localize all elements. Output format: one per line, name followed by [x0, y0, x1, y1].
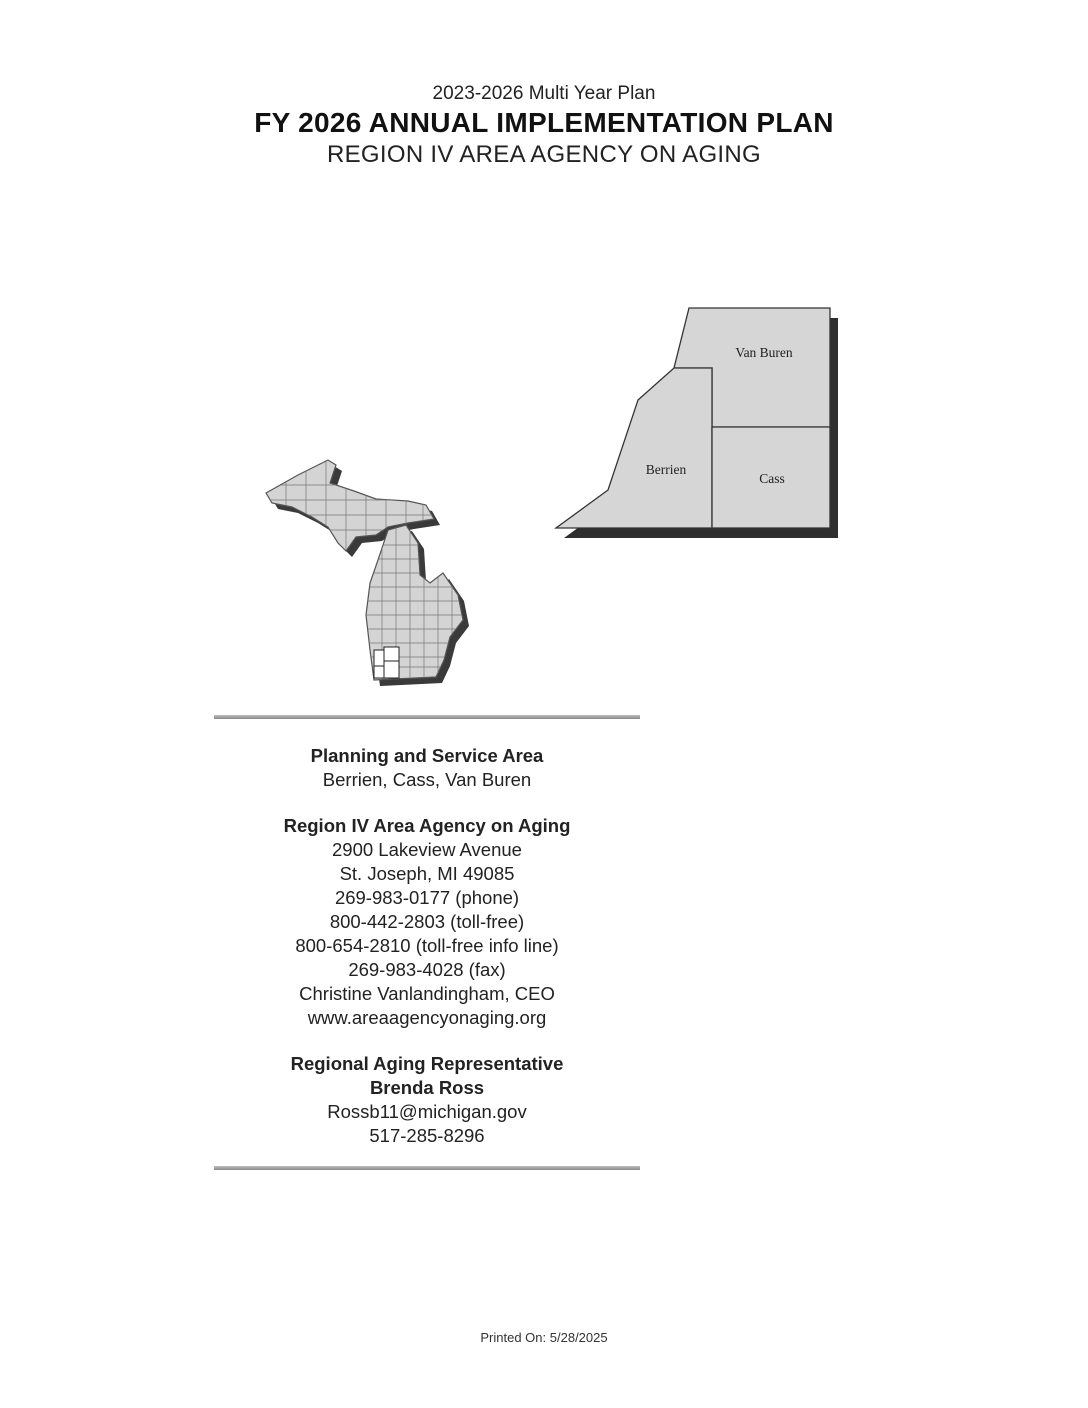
agency-city: St. Joseph, MI 49085	[339, 863, 515, 884]
berrien-county	[556, 368, 712, 528]
plan-subtitle: 2023-2026 Multi Year Plan	[432, 83, 656, 104]
region-iv-map	[548, 300, 868, 550]
divider-bottom	[214, 1166, 640, 1170]
agency-region-title: REGION IV AREA AGENCY ON AGING	[326, 141, 761, 168]
agency-ceo: Christine Vanlandingham, CEO	[299, 983, 555, 1004]
agency-website: www.areaagencyonaging.org	[307, 1007, 547, 1028]
contact-info	[214, 744, 640, 1148]
agency-name: Region IV Area Agency on Aging	[283, 815, 571, 836]
planning-counties: Berrien, Cass, Van Buren	[322, 769, 532, 790]
plan-title: FY 2026 ANNUAL IMPLEMENTATION PLAN	[254, 107, 834, 138]
michigan-map	[258, 455, 483, 695]
representative-heading: Regional Aging Representative	[290, 1053, 564, 1074]
agency-address: 2900 Lakeview Avenue	[332, 839, 522, 860]
van-buren-label: Van Buren	[735, 345, 793, 360]
agency-fax: 269-983-4028 (fax)	[348, 959, 506, 980]
representative-phone: 517-285-8296	[369, 1125, 485, 1146]
representative-email: Rossb11@michigan.gov	[327, 1101, 527, 1122]
agency-toll-free: 800-442-2803 (toll-free)	[329, 911, 525, 932]
cass-label: Cass	[759, 471, 785, 486]
planning-heading: Planning and Service Area	[310, 745, 544, 766]
representative-name: Brenda Ross	[369, 1077, 485, 1098]
berrien-label: Berrien	[645, 462, 687, 477]
agency-phone: 269-983-0177 (phone)	[334, 887, 520, 908]
agency-info-line: 800-654-2810 (toll-free info line)	[295, 935, 559, 956]
printed-date: 5/28/2025	[549, 1330, 608, 1345]
printed-label: Printed On:	[480, 1330, 547, 1345]
page-header	[0, 82, 1088, 170]
printed-on	[0, 1330, 1088, 1345]
divider-top	[214, 715, 640, 719]
